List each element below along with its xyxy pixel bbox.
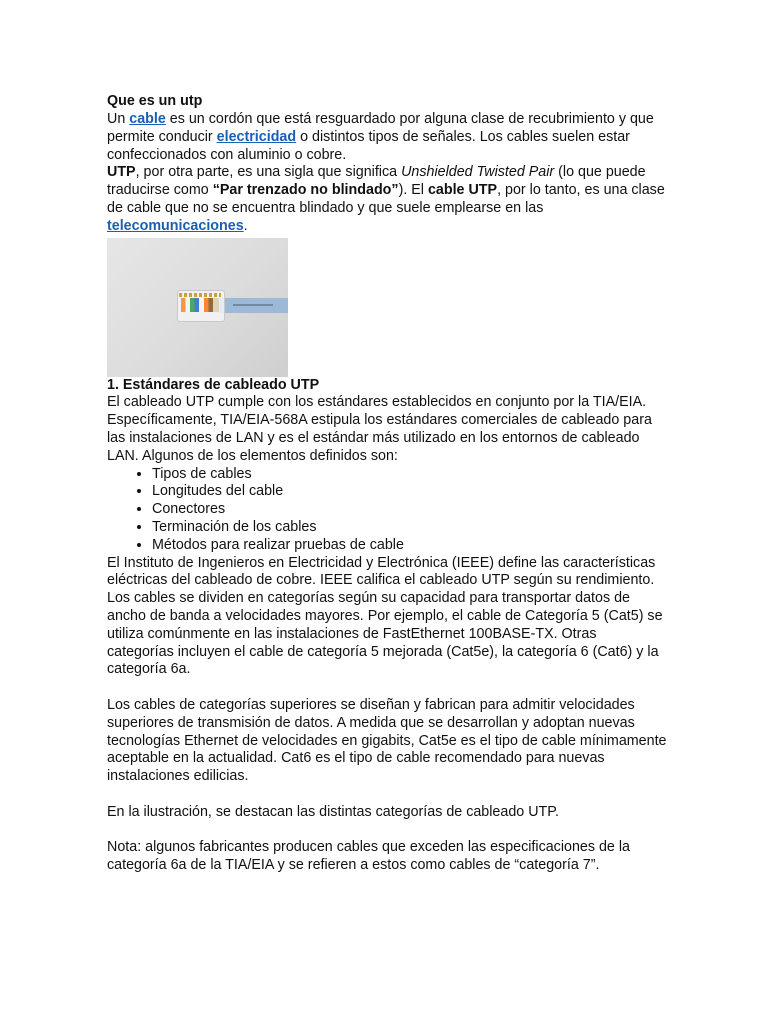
spacer: [107, 822, 667, 840]
list-item: • Tipos de cables: [152, 466, 667, 484]
wire-pairs: [181, 298, 219, 312]
text-run: Un: [107, 111, 130, 127]
link-cable[interactable]: cable: [129, 111, 166, 127]
paragraph-ieee: El Instituto de Ingenieros en Electricidad y Electrónica (IEEE) define las características eléctricas del cableado de cobre. IEEE califica el cableado UTP según su rendimiento. Los cables se dividen en categorías según su capacidad para transportar datos de ancho de banda a velocidades mayores. Por ejemplo, el cable de Categoría 5 (Cat5) se utiliza comúnmente en las instalaciones de FastEthernet 100BASE-TX. Otras categorías incluyen el cable de categoría 5 mejorada (Cat5e), la categoría 6 (Cat6) y la categoría 6a.: [107, 554, 663, 678]
paragraph-illustration: En la ilustración, se destacan las distintas categorías de cableado UTP.: [107, 803, 559, 820]
text-run: o distintos tipos de señales. Los cables suelen estar confeccionados con aluminio o cobre.: [107, 128, 630, 163]
text-run: es un cordón que está resguardado por alguna clase de recubrimiento y que permite conducir: [107, 111, 654, 145]
list-item: • Longitudes del cable: [152, 483, 667, 501]
spacer: [107, 679, 667, 697]
elements-list: [107, 466, 667, 555]
document-content: [107, 91, 667, 875]
list-item: • Conectores: [152, 501, 667, 519]
text-run: ). El: [398, 182, 428, 199]
paragraph-standards: El cableado UTP cumple con los estándares establecidos en conjunto por la TIA/EIA. Específicamente, TIA/EIA-568A estipula los estándares comerciales de cableado para las instalaciones de LAN y es el estándar más utilizado en los entornos de cableado LAN. Algunos de los elementos definidos son:: [107, 394, 652, 464]
text-run: .: [243, 217, 248, 234]
text-run: (lo que puede traducirse como: [107, 164, 646, 199]
link-telecomunicaciones[interactable]: telecomunicaciones: [107, 217, 244, 234]
link-electricidad[interactable]: electricidad: [216, 128, 297, 145]
cable-print: [233, 304, 273, 306]
bold-cable-utp: cable UTP: [427, 182, 498, 199]
paragraph-categories: Los cables de categorías superiores se diseñan y fabrican para admitir velocidades superiores de transmisión de datos. A medida que se desarrollan y adoptan nuevas tecnologías Ethernet de velocidades en gigabits, Cat5e es el tipo de cable mínimamente aceptable en la actualidad. Cat6 es el tipo de cable recomendado para nuevas instalaciones edilicias.: [107, 696, 667, 785]
section-title: Que es un utp: [107, 93, 203, 109]
list-item: • Métodos para realizar pruebas de cable: [152, 537, 667, 555]
intro-paragraph-2: [107, 164, 667, 235]
heading-standards: 1. Estándares de cableado UTP: [107, 376, 320, 393]
bold-translation: “Par trenzado no blindado”: [212, 182, 399, 199]
list-item: • Terminación de los cables: [152, 519, 667, 537]
spacer: [107, 786, 667, 804]
bold-utp: UTP: [107, 164, 136, 181]
paragraph-note: Nota: algunos fabricantes producen cables que exceden las especificaciones de la categoría 6a de la TIA/EIA y se refieren a estos como cables de “categoría 7”.: [107, 839, 630, 874]
plug-contacts: [179, 293, 221, 297]
text-run: , por otra parte, es una sigla que significa: [135, 164, 402, 181]
utp-connector-photo: [107, 238, 288, 377]
italic-term: Unshielded Twisted Pair: [401, 164, 555, 181]
text-run: , por lo tanto, es una clase de cable que no se encuentra blindado y que suele emplearse en las: [107, 182, 665, 216]
intro-paragraph-1: [107, 111, 667, 164]
